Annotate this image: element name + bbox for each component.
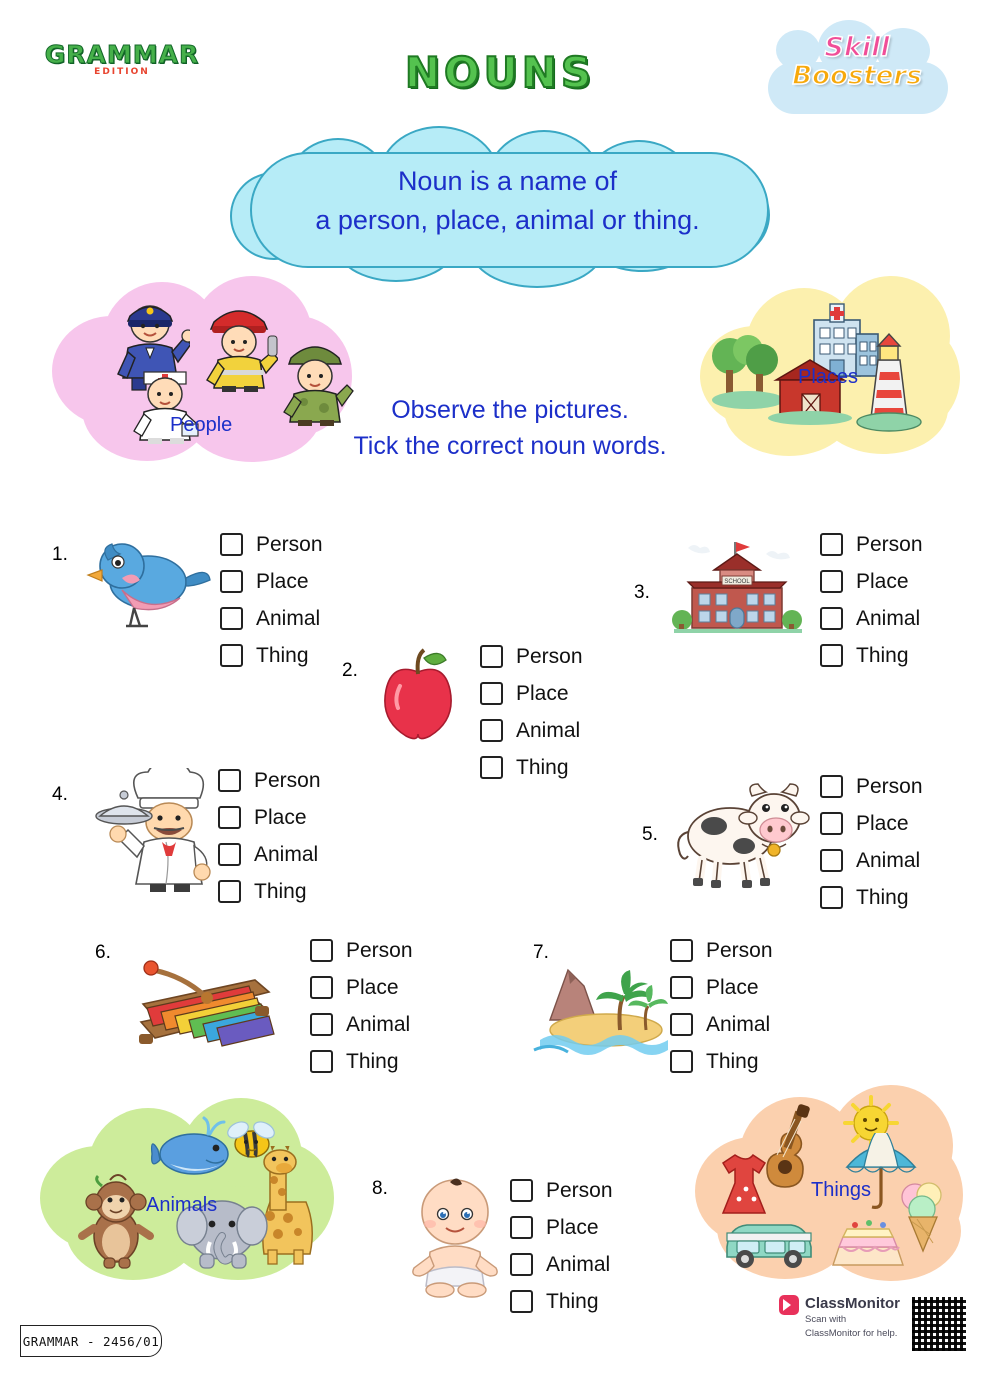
- option-label: Animal: [546, 1252, 611, 1276]
- lighthouse-icon: [856, 326, 926, 436]
- option-label: Thing: [346, 1049, 399, 1073]
- checkbox-person[interactable]: [820, 533, 843, 556]
- skill-boosters-logo: [762, 34, 952, 89]
- checkbox-animal[interactable]: [820, 849, 843, 872]
- option-row[interactable]: [480, 638, 583, 675]
- checkbox-person[interactable]: [220, 533, 243, 556]
- option-label: Place: [254, 805, 307, 829]
- instruction-line-1: Observe the pictures.: [391, 396, 629, 424]
- worksheet-code: GRAMMAR - 2456/01: [20, 1325, 162, 1357]
- question-6: [85, 932, 445, 1092]
- question-3-number: 3.: [634, 582, 650, 603]
- question-5: [620, 762, 980, 922]
- option-row[interactable]: [310, 932, 413, 969]
- option-label: Place: [346, 975, 399, 999]
- checkbox-place[interactable]: [310, 976, 333, 999]
- option-row[interactable]: [310, 969, 413, 1006]
- category-people: [52, 276, 352, 466]
- category-animals-label: Animals: [146, 1194, 218, 1216]
- category-things-label: Things: [811, 1179, 872, 1201]
- option-row[interactable]: [510, 1246, 613, 1283]
- option-label: Place: [256, 569, 309, 593]
- checkbox-place[interactable]: [218, 806, 241, 829]
- qr-code[interactable]: [910, 1295, 968, 1353]
- option-row[interactable]: [510, 1209, 613, 1246]
- option-row[interactable]: [510, 1172, 613, 1209]
- category-people-label: People: [170, 414, 233, 436]
- svg-text:SCHOOL: SCHOOL: [724, 579, 750, 585]
- option-label: Person: [546, 1178, 613, 1202]
- chef-icon: [88, 768, 228, 893]
- option-row[interactable]: [310, 1006, 413, 1043]
- grammar-logo-subtext: EDITION: [94, 67, 150, 77]
- definition-line-1: Noun is a name of: [397, 166, 618, 196]
- option-label: Animal: [254, 842, 319, 866]
- question-4-number: 4.: [52, 784, 68, 805]
- soldier-figure: [276, 334, 354, 426]
- checkbox-person[interactable]: [310, 939, 333, 962]
- option-label: Animal: [346, 1012, 411, 1036]
- instruction-line-2: Tick the correct noun words.: [353, 432, 667, 461]
- checkbox-animal[interactable]: [510, 1253, 533, 1276]
- checkbox-animal[interactable]: [310, 1013, 333, 1036]
- scan-line-1: Scan with: [804, 1314, 847, 1325]
- option-row[interactable]: [480, 675, 583, 712]
- option-row[interactable]: [670, 1043, 773, 1080]
- option-row[interactable]: [820, 768, 923, 805]
- option-row[interactable]: [220, 637, 323, 674]
- definition-cloud: [230, 126, 785, 286]
- option-row[interactable]: [220, 563, 323, 600]
- school-building-icon: [662, 536, 812, 646]
- xylophone-icon: [115, 950, 295, 1056]
- category-things: [695, 1085, 965, 1285]
- option-row[interactable]: [218, 799, 321, 836]
- question-5-options: [820, 768, 923, 916]
- checkbox-person[interactable]: [510, 1179, 533, 1202]
- option-row[interactable]: [670, 1006, 773, 1043]
- option-row[interactable]: [218, 836, 321, 873]
- option-row[interactable]: [820, 600, 923, 637]
- option-row[interactable]: [820, 805, 923, 842]
- question-7-options: [670, 932, 773, 1080]
- checkbox-thing[interactable]: [480, 756, 503, 779]
- option-label: Person: [856, 774, 923, 798]
- checkbox-animal[interactable]: [670, 1013, 693, 1036]
- checkbox-animal[interactable]: [218, 843, 241, 866]
- option-row[interactable]: [820, 637, 923, 674]
- definition-line-2: a person, place, animal or thing.: [315, 205, 700, 236]
- van-icon: [719, 1213, 819, 1273]
- question-1-options: [220, 526, 323, 674]
- option-label: Animal: [856, 606, 921, 630]
- question-5-number: 5.: [642, 824, 658, 845]
- option-label: Animal: [256, 606, 321, 630]
- question-3: [620, 520, 980, 680]
- barn-icon: [766, 354, 854, 426]
- option-row[interactable]: [218, 873, 321, 910]
- checkbox-thing[interactable]: [820, 886, 843, 909]
- option-row[interactable]: [218, 762, 321, 799]
- option-label: Thing: [706, 1049, 759, 1073]
- checkbox-place[interactable]: [480, 682, 503, 705]
- option-row[interactable]: [310, 1043, 413, 1080]
- option-label: Thing: [256, 643, 309, 667]
- question-6-options: [310, 932, 413, 1080]
- option-row[interactable]: [820, 526, 923, 563]
- option-label: Place: [706, 975, 759, 999]
- classmonitor-logo-icon: [779, 1295, 799, 1315]
- checkbox-thing[interactable]: [218, 880, 241, 903]
- checkbox-thing[interactable]: [670, 1050, 693, 1073]
- option-label: Person: [706, 938, 773, 962]
- island-icon: [520, 950, 680, 1060]
- checkbox-animal[interactable]: [220, 607, 243, 630]
- scan-line-2: ClassMonitor for help.: [804, 1328, 898, 1340]
- question-2-options: [480, 638, 583, 786]
- baby-icon: [400, 1168, 510, 1298]
- option-label: Place: [856, 569, 909, 593]
- firefighter-figure: [200, 300, 278, 392]
- checkbox-place[interactable]: [670, 976, 693, 999]
- option-row[interactable]: [820, 563, 923, 600]
- question-6-number: 6.: [95, 942, 111, 963]
- question-4-options: [218, 762, 321, 910]
- question-8-options: [510, 1172, 613, 1320]
- question-8-number: 8.: [372, 1178, 388, 1199]
- page-title: NOUNS: [404, 48, 596, 97]
- question-3-options: [820, 526, 923, 674]
- option-row[interactable]: [480, 749, 583, 786]
- option-label: Thing: [516, 755, 569, 779]
- option-row[interactable]: [820, 879, 923, 916]
- classmonitor-text: [805, 1295, 900, 1341]
- question-2-number: 2.: [342, 660, 358, 681]
- question-4: [40, 762, 380, 922]
- checkbox-thing[interactable]: [820, 644, 843, 667]
- apple-icon: [368, 646, 468, 746]
- option-label: Person: [254, 768, 321, 792]
- option-label: Thing: [254, 879, 307, 903]
- option-row[interactable]: [670, 932, 773, 969]
- monkey-icon: [76, 1174, 156, 1269]
- question-1: [40, 520, 370, 680]
- option-label: Animal: [706, 1012, 771, 1036]
- option-row[interactable]: [480, 712, 583, 749]
- category-animals: [40, 1098, 335, 1283]
- option-label: Person: [856, 532, 923, 556]
- option-label: Animal: [856, 848, 921, 872]
- option-label: Thing: [856, 885, 909, 909]
- classmonitor-footer: [779, 1295, 968, 1353]
- bird-icon: [82, 530, 212, 640]
- option-row[interactable]: [220, 600, 323, 637]
- classmonitor-brand: ClassMonitor: [804, 1295, 900, 1312]
- checkbox-place[interactable]: [820, 570, 843, 593]
- option-label: Thing: [856, 643, 909, 667]
- question-7: [525, 932, 885, 1092]
- checkbox-person[interactable]: [480, 645, 503, 668]
- checkbox-person[interactable]: [218, 769, 241, 792]
- option-label: Person: [346, 938, 413, 962]
- checkbox-thing[interactable]: [510, 1290, 533, 1313]
- checkbox-thing[interactable]: [220, 644, 243, 667]
- checkbox-thing[interactable]: [310, 1050, 333, 1073]
- skill-logo-top-text: Skill: [824, 32, 890, 63]
- option-row[interactable]: [670, 969, 773, 1006]
- option-label: Person: [516, 644, 583, 668]
- option-row[interactable]: [820, 842, 923, 879]
- category-places: [700, 276, 960, 456]
- definition-text: [250, 162, 765, 240]
- checkbox-place[interactable]: [820, 812, 843, 835]
- option-row[interactable]: [220, 526, 323, 563]
- cake-icon: [825, 1213, 911, 1275]
- option-label: Animal: [516, 718, 581, 742]
- option-label: Place: [516, 681, 569, 705]
- question-7-number: 7.: [533, 942, 549, 963]
- checkbox-place[interactable]: [220, 570, 243, 593]
- cow-icon: [672, 774, 812, 894]
- grammar-logo-text: GRAMMAR: [44, 40, 200, 69]
- question-1-number: 1.: [52, 544, 68, 565]
- checkbox-place[interactable]: [510, 1216, 533, 1239]
- option-label: Person: [256, 532, 323, 556]
- instruction-text: [300, 392, 720, 465]
- option-row[interactable]: [510, 1283, 613, 1320]
- checkbox-animal[interactable]: [480, 719, 503, 742]
- option-label: Place: [546, 1215, 599, 1239]
- question-8: [360, 1168, 700, 1328]
- option-label: Thing: [546, 1289, 599, 1313]
- category-places-label: Places: [798, 366, 859, 388]
- checkbox-person[interactable]: [820, 775, 843, 798]
- option-label: Place: [856, 811, 909, 835]
- checkbox-animal[interactable]: [820, 607, 843, 630]
- skill-logo-bottom-text: Boosters: [792, 61, 922, 91]
- checkbox-person[interactable]: [670, 939, 693, 962]
